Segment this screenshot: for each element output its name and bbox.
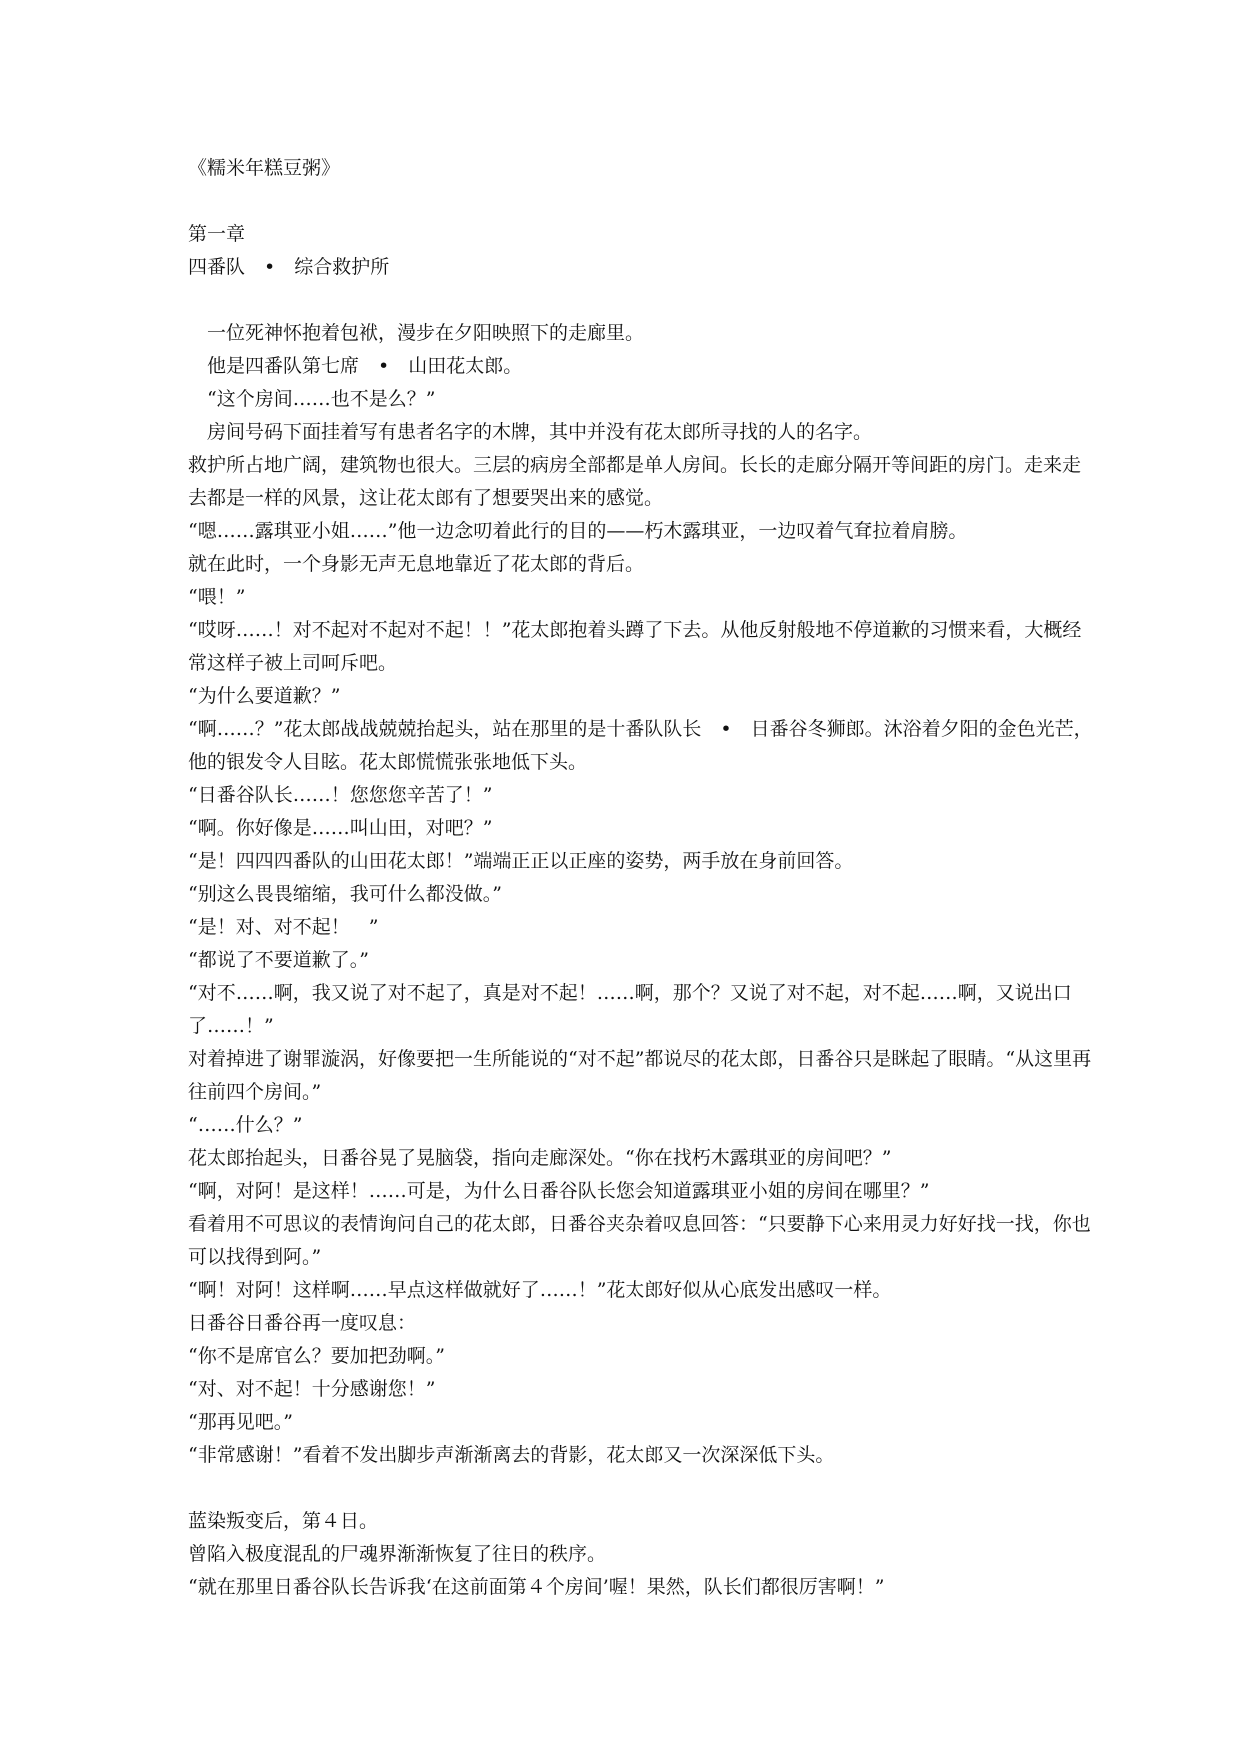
paragraph: “是！对、对不起！ ” [188, 916, 379, 938]
paragraph: “那再见吧。” [188, 1411, 293, 1433]
paragraph: “是！四四四番队的山田花太郎！”端端正正以正座的姿势，两手放在身前回答。 [188, 850, 854, 872]
document-page [188, 152, 1093, 1604]
book-title: 《糯米年糕豆粥》 [188, 157, 341, 179]
section-heading: 四番队 • 综合救护所 [188, 256, 390, 278]
paragraph: 看着用不可思议的表情询问自己的花太郎，日番谷夹杂着叹息回答：“只要静下心来用灵力好好找一找，你也可以找得到阿。” [188, 1213, 1091, 1268]
paragraph: “啊！对阿！这样啊……早点这样做就好了……！”花太郎好似从心底发出感叹一样。 [188, 1279, 892, 1301]
paragraph: “哎呀……！对不起对不起对不起！！”花太郎抱着头蹲了下去。从他反射般地不停道歉的习惯来看，大概经常这样子被上司呵斥吧。 [188, 619, 1082, 674]
story-body [188, 317, 1093, 1472]
paragraph: 房间号码下面挂着写有患者名字的木牌，其中并没有花太郎所寻找的人的名字。 [188, 421, 873, 443]
paragraph: 对着掉进了谢罪漩涡，好像要把一生所能说的“对不起”都说尽的花太郎，日番谷只是眯起了眼睛。“从这里再往前四个房间。” [188, 1048, 1092, 1103]
paragraph: 花太郎抬起头，日番谷晃了晃脑袋，指向走廊深处。“你在找朽木露琪亚的房间吧？” [188, 1147, 892, 1169]
paragraph: “就在那里日番谷队长告诉我‘在这前面第４个房间’喔！果然，队长们都很厉害啊！” [188, 1576, 885, 1598]
spacer [188, 1472, 1093, 1505]
paragraph: “啊。你好像是……叫山田，对吧？” [188, 817, 493, 839]
paragraph: “非常感谢！”看着不发出脚步声渐渐离去的背影，花太郎又一次深深低下头。 [188, 1444, 835, 1466]
paragraph: “喂！” [188, 586, 246, 608]
spacer [188, 284, 1093, 317]
paragraph: “啊，对阿！是这样！……可是，为什么日番谷队长您会知道露琪亚小姐的房间在哪里？” [188, 1180, 930, 1202]
spacer [188, 185, 1093, 218]
chapter-heading: 第一章 [188, 223, 246, 245]
paragraph: “都说了不要道歉了。” [188, 949, 369, 971]
paragraph: “对不……啊，我又说了对不起了，真是对不起！……啊，那个？又说了对不起，对不起……啊，又说出口了……！” [188, 982, 1072, 1037]
paragraph: “日番谷队长……！您您您辛苦了！” [188, 784, 493, 806]
paragraph: 曾陷入极度混乱的尸魂界渐渐恢复了往日的秩序。 [188, 1543, 607, 1565]
paragraph: “这个房间……也不是么？” [188, 388, 436, 410]
paragraph: 救护所占地广阔，建筑物也很大。三层的病房全部都是单人房间。长长的走廊分隔开等间距的房门。走来走去都是一样的风景，这让花太郎有了想要哭出来的感觉。 [188, 454, 1082, 509]
paragraph: 一位死神怀抱着包袱，漫步在夕阳映照下的走廊里。 [188, 322, 645, 344]
paragraph: “啊……？”花太郎战战兢兢抬起头，站在那里的是十番队队长 • 日番谷冬狮郎。沐浴着夕阳的金色光芒，他的银发令人目眩。花太郎慌慌张张地低下头。 [188, 718, 1093, 773]
story-body-part-2 [188, 1505, 1093, 1604]
paragraph: “为什么要道歉？” [188, 685, 341, 707]
paragraph: “对、对不起！十分感谢您！” [188, 1378, 436, 1400]
paragraph: “别这么畏畏缩缩，我可什么都没做。” [188, 883, 502, 905]
paragraph: 就在此时，一个身影无声无息地靠近了花太郎的背后。 [188, 553, 645, 575]
paragraph: “……什么？” [188, 1114, 303, 1136]
paragraph: 他是四番队第七席 • 山田花太郎。 [188, 355, 523, 377]
paragraph: “你不是席官么？要加把劲啊。” [188, 1345, 445, 1367]
paragraph: 日番谷日番谷再一度叹息： [188, 1312, 417, 1334]
paragraph: “嗯……露琪亚小姐……”他一边念叨着此行的目的——朽木露琪亚，一边叹着气耷拉着肩膀。 [188, 520, 968, 542]
paragraph: 蓝染叛变后，第４日。 [188, 1510, 379, 1532]
